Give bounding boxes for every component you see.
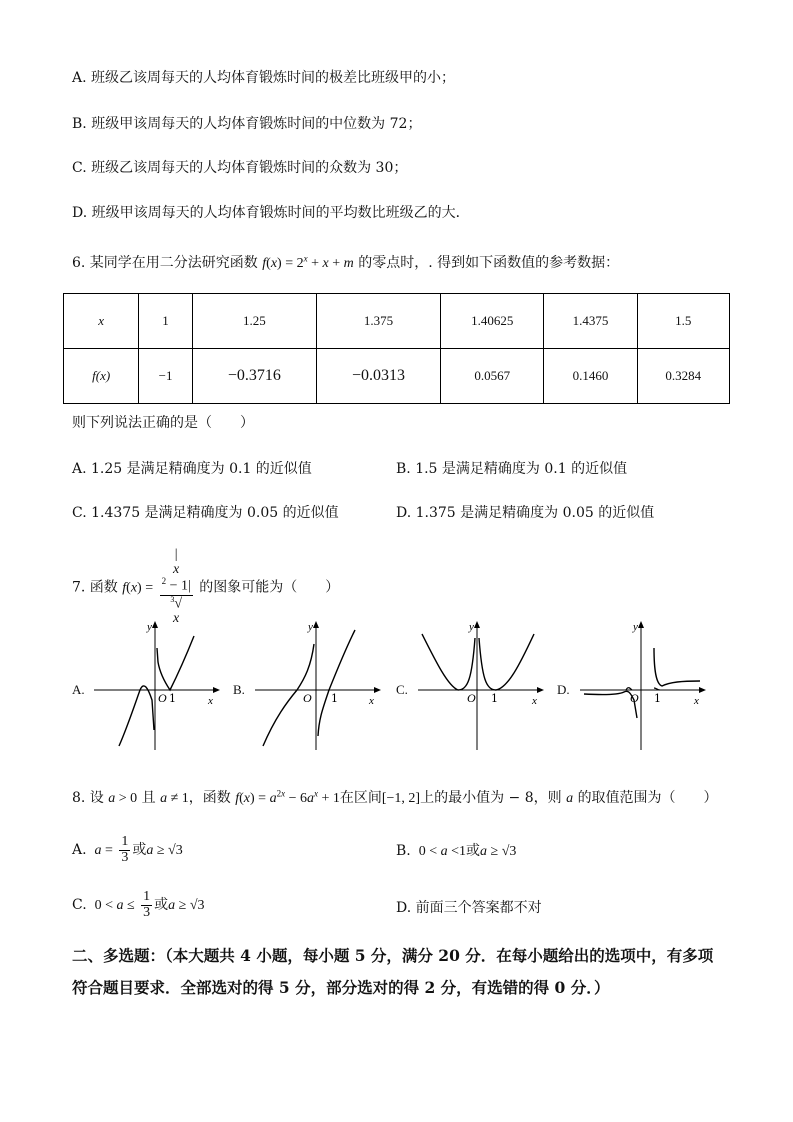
q8-text-function: ，函数 [188,790,231,806]
tick-label-one: 1 [169,692,176,705]
q5-option-d: D. 班级甲该周每天的人均体育锻炼时间的平均数比班级乙的大． [72,205,470,221]
q8-or-text: 或 [154,897,169,913]
table-cell: 1.5 [637,294,729,349]
origin-label: O [303,691,312,705]
table-cell: 1.25 [192,294,316,349]
table-cell: −0.0313 [316,349,440,404]
q6-option-d: D. 1.375 是满足精确度为 0.05 的近似值 [396,505,655,521]
q6-prefix: 6. 某同学在用二分法研究函数 [72,255,258,271]
q8-or-text: 或 [466,843,481,859]
q8-text-range: 的取值范围为（ ） [577,790,718,806]
table-cell: 1.375 [316,294,440,349]
x-axis-label: x [208,695,213,707]
q6-formula: f [262,256,267,271]
q7-fraction: | x $^2$ − 1| $^3$√ x [161,547,191,627]
x-axis-label: x [369,695,374,707]
q7-option-c-label: C. [396,682,408,697]
q8-prefix: 8. 设 [72,790,104,806]
tick-label-one: 1 [491,692,498,705]
table-cell: −0.3716 [192,349,316,404]
table-cell: 1.40625 [441,294,544,349]
table-cell: 1.4375 [544,294,637,349]
tick-label-one: 1 [654,692,661,705]
table-cell: 0.1460 [544,349,637,404]
q8-option-b: B. 0 < a <1或a ≥ √3 [396,843,517,859]
q8-option-c-label: C. [72,897,87,913]
table-cell: −1 [139,349,193,404]
q7-prefix: 7. 函数 [72,579,118,596]
q7-option-b-label: B. [233,682,245,697]
x-axis-label: x [694,695,699,707]
table-cell: 1 [139,294,193,349]
q7-graph-c [416,618,546,753]
q6-option-a: A. 1.25 是满足精确度为 0.1 的近似值 [72,461,312,477]
q7-suffix: 的图象可能为（ ） [199,579,340,596]
q8-or-text: 或 [132,842,147,858]
y-axis-label: y [308,621,313,633]
tick-label-one: 1 [331,692,338,705]
q7-option-d-label: D. [557,682,570,697]
origin-label: O [630,691,639,705]
q7-graph-d [578,618,708,753]
q8-option-c: C. 0 < a ≤ $\frac{1}{3}$ 或a ≥ √3 [72,888,205,920]
q8-stem: 8. 设 a > 0 且 a ≠ 1，函数 $f(x) = a^{2x} - 6a^x + 1$在区间[−1, 2]上的最小值为 − 8，则 a 的取值范围为（ ） [72,788,718,806]
y-axis-label: y [469,621,474,633]
q8-text-min: 上的最小值为 − 8，则 [420,790,562,806]
q6-value-table [63,293,730,404]
q7-stem: 7. 函数 f(x) = | x $^2$ − 1| $^3$√ x 的图象可能为（ ） [72,547,340,627]
y-axis-label: y [633,621,638,633]
q6-option-b: B. 1.5 是满足精确度为 0.1 的近似值 [396,461,628,477]
table-cell: f(x) [64,349,139,404]
table-cell: 0.0567 [441,349,544,404]
q8-option-b-label: B. [396,843,411,859]
q7-option-a-label: A. [72,682,85,697]
table-row [64,294,730,349]
q7-graph-a [92,618,222,753]
q7-graph-b [253,618,383,753]
q6-suffix: 的零点时，. 得到如下函数值的参考数据： [358,255,620,271]
origin-label: O [158,691,167,705]
q6-question: 则下列说法正确的是（ ） [72,415,254,431]
x-axis-label: x [532,695,537,707]
section2-heading-line1: 二、多选题：（本大题共 4 小题，每小题 5 分，满分 20 分．在每小题给出的选项中，有多项 [72,946,714,965]
q8-text-interval: 在区间 [339,790,382,806]
q5-option-b: B. 班级甲该周每天的人均体育锻炼时间的中位数为 72； [72,116,422,132]
q6-stem: 6. 某同学在用二分法研究函数 $f(x) = 2^x + x + m$ 的零点时，. 得到如下函数值的参考数据： [72,253,620,271]
q8-option-a: A. a = $\frac{1}{3}$ 或a ≥ √3 [72,833,183,865]
q8-option-d: D. 前面三个答案都不对 [396,900,542,916]
q8-option-a-label: A. [72,842,87,858]
table-row [64,349,730,404]
y-axis-label: y [147,621,152,633]
origin-label: O [467,691,476,705]
table-cell: x [64,294,139,349]
section2-heading-line2: 符合题目要求．全部选对的得 5 分，部分选对的得 2 分，有选错的得 0 分．） [72,978,610,997]
q6-option-c: C. 1.4375 是满足精确度为 0.05 的近似值 [72,505,339,521]
q5-option-a: A. 班级乙该周每天的人均体育锻炼时间的极差比班级甲的小； [72,70,456,86]
q8-text-and: 且 [141,790,156,806]
q5-option-c: C. 班级乙该周每天的人均体育锻炼时间的众数为 30； [72,160,408,176]
table-cell: 0.3284 [637,349,729,404]
